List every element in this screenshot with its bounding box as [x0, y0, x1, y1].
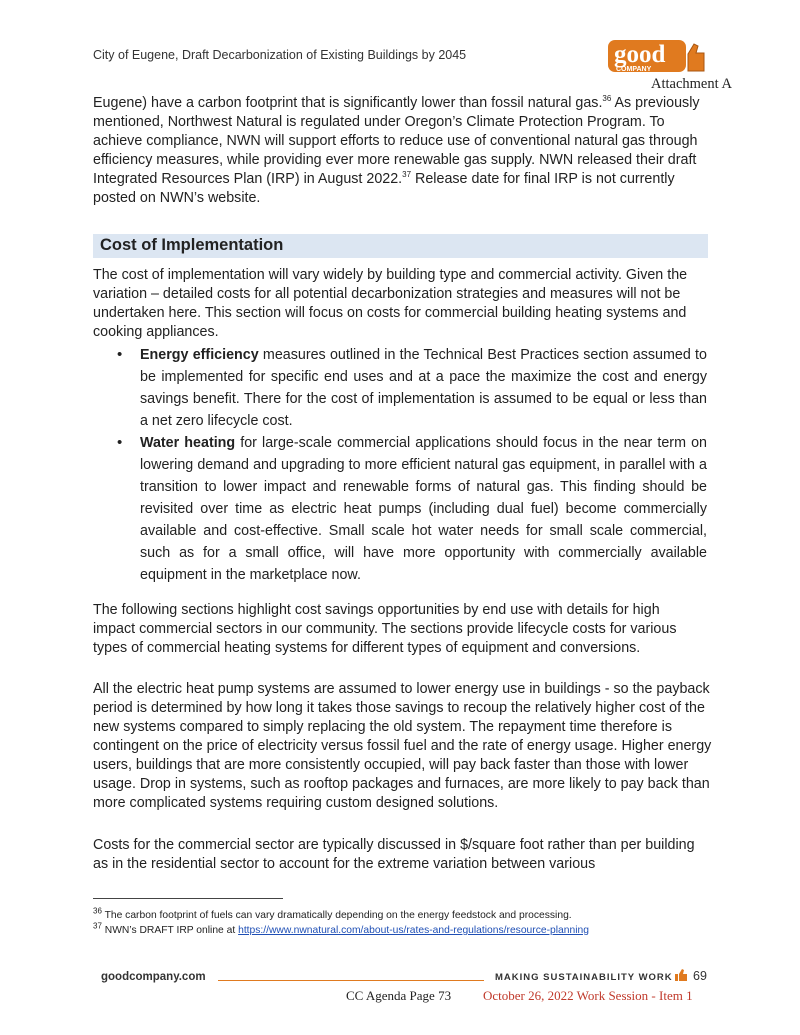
paragraph-heat-pumps: All the electric heat pump systems are assumed to lower energy use in buildings - so the payback period is determined by how long it takes those savings to recoup the relatively higher cost of the new systems compared to simply replacing the old system. The repayment time therefore is contingent on the price of electricity versus fossil fuel and the rate of energy usage. Higher energy users, buildings that are more consistently occupied, will pay back faster than those with lower usage. Drop in systems, such as rooftop packages and furnaces, are more likely to pay back than more complicated systems requiring custom designed solutions.: [93, 681, 712, 811]
list-item: • Energy efficiency measures outlined in the Technical Best Practices section assumed to be implemented for specific end uses and at a pace the maximize the cost and energy savings benefit. There for the cost of implementation is assumed to be equal or less than a net zero lifecycle cost.: [115, 344, 707, 432]
svg-text:good: good: [614, 41, 666, 68]
footer-divider: [218, 980, 484, 981]
agenda-page: CC Agenda Page 73: [346, 988, 452, 1003]
section-heading-bar: [93, 234, 708, 258]
section-paragraph: The cost of implementation will vary widely by building type and commercial activity. Given the variation – detailed costs for all potential decarbonization strategies and measures will not be undertaken here. This section will focus on costs for commercial building heating systems and cooking appliances.: [93, 267, 688, 340]
list-item: • Water heating for large-scale commercial applications should focus in the near term on lowering demand and upgrading to more efficient natural gas equipment, in parallel with a transition to lower impact and renewable forms of natural gas. This finding should be revisited over time as electric heat pumps (including dual fuel) become commercially available and cost-effective. Small scale hot water needs for small scale commercial, such as for a small office, will have more opportunity with commercially available equipment in the marketplace now.: [115, 432, 707, 586]
footnote-36: $^{36}$ The carbon footprint of fuels can vary dramatically depending on the energy feedstock and processing.: [93, 906, 572, 921]
footer-site: goodcompany.com: [101, 971, 206, 983]
thumbs-up-icon: [674, 968, 688, 982]
paragraph-commercial-costs: Costs for the commercial sector are typically discussed in $/square foot rather than per building as in the residential sector to account for the extreme variation between various: [93, 837, 695, 872]
intro-paragraph: Eugene) have a carbon footprint that is significantly lower than fossil natural gas.$^{36}$ As previously mentioned, Northwest Natural is regulated under Oregon’s Climate Protection Program. To achieve compliance, NWN will support efforts to reduce use of conventional natural gas through efficiency measures, while providing ever more renewable gas supply. NWN released their draft Integrated Resources Plan (IRP) in August 2022.37 Release date for final IRP is not currently posted on NWN’s website.: [93, 94, 700, 206]
footnote-divider: [93, 898, 283, 899]
paragraph-cost-savings: The following sections highlight cost savings opportunities by end use with details for high impact commercial sectors in our community. The sections provide lifecycle costs for various types of commercial heating systems for different types of equipment and conversions.: [93, 602, 677, 656]
footer-tagline: MAKING SUSTAINABILITY WORK: [495, 972, 673, 983]
svg-text:COMPANY: COMPANY: [616, 66, 652, 73]
bullet-list: [115, 344, 707, 586]
irp-link[interactable]: https://www.nwnatural.com/about-us/rates-and-regulations/resource-planning: [238, 925, 589, 936]
attachment-label: Attachment A: [651, 76, 732, 92]
good-company-logo: [608, 38, 706, 74]
section-heading: Cost of Implementation: [100, 236, 284, 254]
work-session-label: October 26, 2022 Work Session - Item 1: [483, 988, 693, 1003]
page-number: 69: [693, 969, 707, 983]
document-header-title: City of Eugene, Draft Decarbonization of Existing Buildings by 2045: [93, 48, 467, 62]
footnote-37: $^{37}$ NWN’s DRAFT IRP online at https://www.nwnatural.com/about-us/rates-and-regulations/resource-planning: [93, 921, 589, 936]
